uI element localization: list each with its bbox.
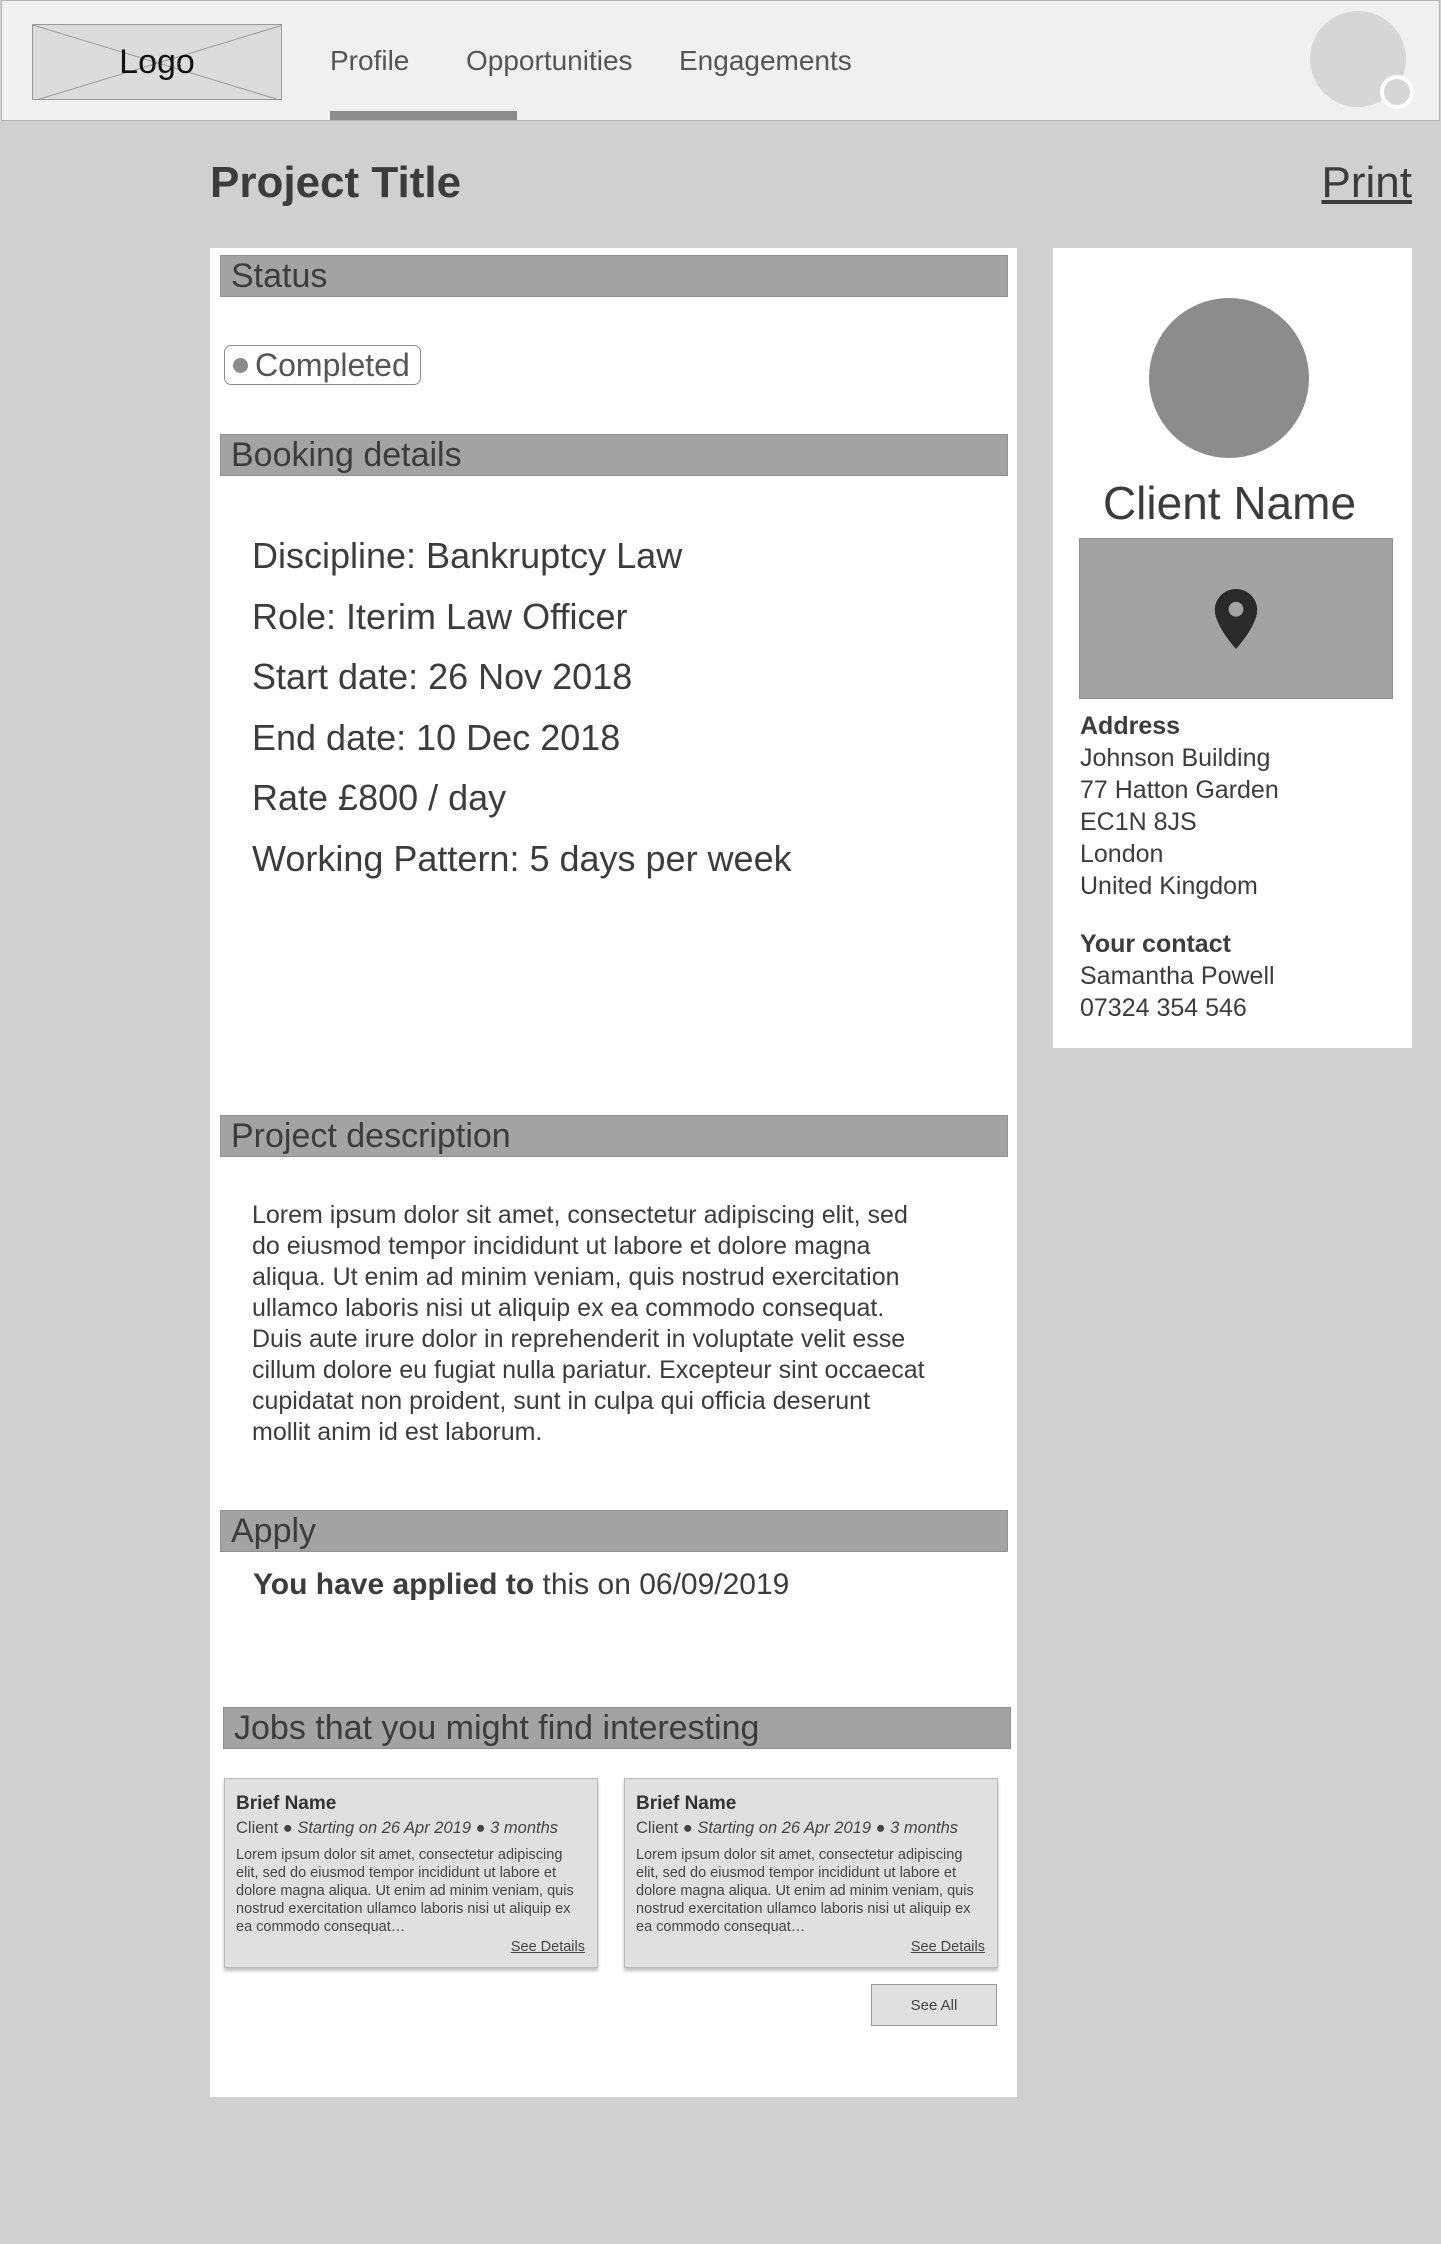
see-all-button[interactable]: See All	[871, 1984, 997, 2026]
job-brief-name: Brief Name	[236, 1793, 337, 1814]
application-status	[253, 1568, 789, 1602]
address-line: United Kingdom	[1080, 872, 1258, 900]
booking-discipline: Discipline: Bankruptcy Law	[252, 535, 683, 576]
contact-name: Samantha Powell	[1080, 962, 1275, 990]
job-brief-name: Brief Name	[636, 1793, 737, 1814]
address-label: Address	[1080, 712, 1181, 740]
logo[interactable]	[32, 24, 282, 100]
client-contact	[1080, 928, 1275, 1024]
job-start-duration: Starting on 26 Apr 2019 ● 3 months	[297, 1819, 559, 1837]
status-value: Completed	[255, 347, 410, 383]
see-details-link[interactable]: See Details	[510, 1939, 585, 1955]
job-summary: Lorem ipsum dolor sit amet, consectetur adipiscing elit, sed do eiusmod tempor incididunt ut labore et dolore magna aliqua. Ut enim ad minim veniam, quis nostrud exercitation ullamco laboris nisi ut aliquip ex ea commodo consequat…	[236, 1847, 574, 1935]
see-details-link[interactable]: See Details	[910, 1939, 985, 1955]
job-client: Client ●	[236, 1819, 298, 1837]
map-placeholder[interactable]	[1079, 538, 1393, 699]
nav-item-profile[interactable]: Profile	[330, 45, 410, 76]
client-name: Client Name	[1102, 477, 1357, 529]
job-start-duration: Starting on 26 Apr 2019 ● 3 months	[697, 1819, 959, 1837]
contact-phone: 07324 354 546	[1080, 994, 1247, 1022]
booking-rate: Rate £800 / day	[252, 777, 507, 818]
apply-header: Apply	[220, 1510, 1008, 1552]
job-meta	[636, 1819, 986, 1838]
status-dot-icon	[233, 358, 248, 373]
nav-item-opportunities[interactable]: Opportunities	[466, 45, 633, 76]
job-meta	[236, 1819, 586, 1838]
status-header: Status	[220, 255, 1008, 297]
booking-role: Role: Iterim Law Officer	[252, 595, 628, 637]
booking-start-date: Start date: 26 Nov 2018	[252, 656, 633, 697]
job-card[interactable]	[224, 1778, 598, 1968]
address-line: 77 Hatton Garden	[1080, 776, 1279, 804]
active-tab-indicator	[330, 111, 517, 120]
job-summary: Lorem ipsum dolor sit amet, consectetur adipiscing elit, sed do eiusmod tempor incididunt ut labore et dolore magna aliqua. Ut enim ad minim veniam, quis nostrud exercitation ullamco laboris nisi ut aliquip ex ea commodo consequat…	[636, 1847, 974, 1935]
contact-label: Your contact	[1080, 930, 1231, 958]
notification-dot-icon	[1380, 75, 1414, 109]
project-description-header: Project description	[220, 1115, 1008, 1157]
status-badge	[224, 345, 421, 385]
booking-details-list	[252, 526, 792, 889]
top-navigation-bar	[1, 0, 1440, 121]
booking-details-header: Booking details	[220, 434, 1008, 476]
client-address	[1080, 710, 1279, 902]
client-info-card	[1053, 248, 1412, 1048]
job-client: Client ●	[636, 1819, 698, 1837]
print-link[interactable]: Print	[1321, 158, 1412, 207]
application-status-bold: You have applied to	[253, 1568, 535, 1601]
client-avatar	[1149, 298, 1309, 458]
address-line: Johnson Building	[1080, 744, 1271, 772]
project-details-card	[210, 248, 1017, 2097]
project-description-text: Lorem ipsum dolor sit amet, consectetur adipiscing elit, sed do eiusmod tempor incididunt ut labore et dolore magna aliqua. Ut enim ad minim veniam, quis nostrud exercitation ullamco laboris nisi ut aliquip ex ea commodo consequat. Duis aute irure dolor in reprehenderit in voluptate velit esse cillum dolore eu fugiat nulla pariatur. Excepteur sint occaecat cupidatat non proident, sunt in culpa qui officia deserunt mollit anim id est laborum.	[252, 1201, 925, 1446]
jobs-interesting-header: Jobs that you might find interesting	[223, 1707, 1011, 1749]
address-line: EC1N 8JS	[1080, 808, 1197, 836]
job-card[interactable]	[624, 1778, 998, 1968]
address-line: London	[1080, 840, 1164, 868]
page-title: Project Title	[210, 158, 462, 207]
map-pin-icon	[1214, 589, 1258, 649]
nav-item-engagements[interactable]: Engagements	[679, 45, 852, 76]
application-status-date: this on 06/09/2019	[534, 1568, 790, 1601]
booking-working-pattern: Working Pattern: 5 days per week	[252, 837, 792, 879]
logo-label: Logo	[119, 42, 195, 81]
booking-end-date: End date: 10 Dec 2018	[252, 716, 621, 758]
